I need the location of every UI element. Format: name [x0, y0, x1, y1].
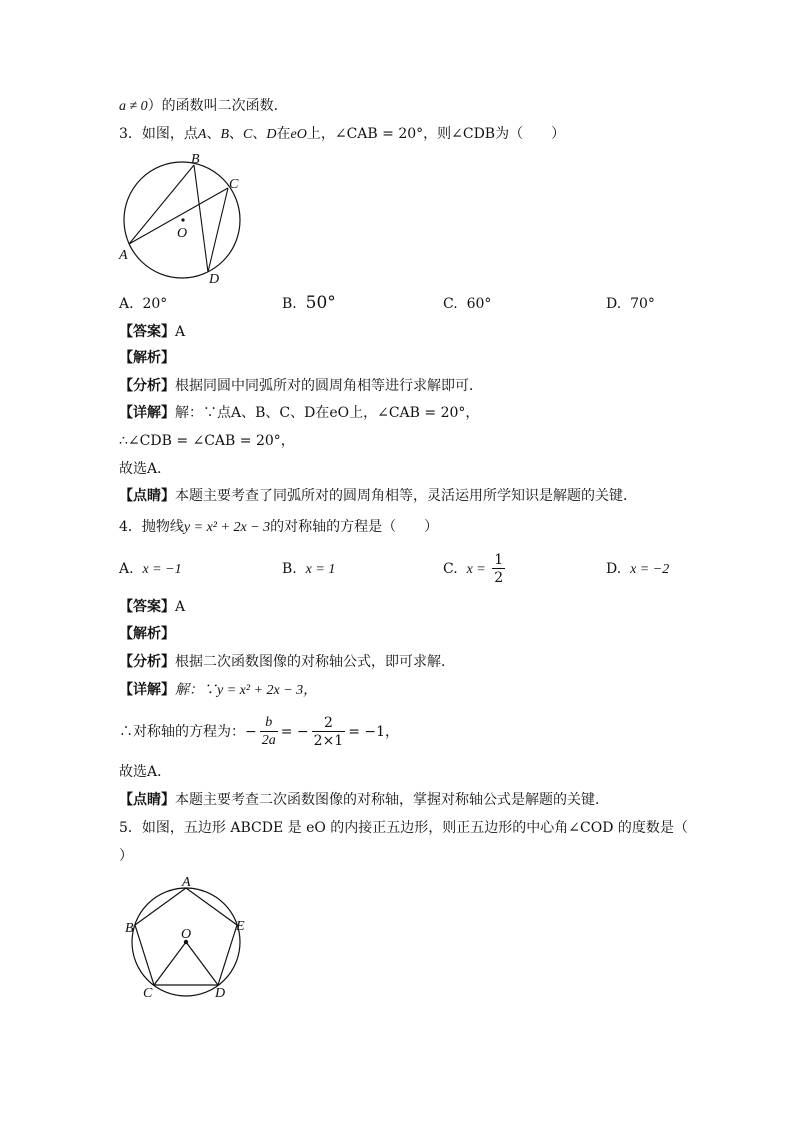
q4-fenxi-text: 根据二次函数图像的对称轴公式，即可求解．: [175, 654, 455, 670]
q3-analysis: [119, 348, 175, 368]
q3-option-d-letter: D.: [606, 296, 622, 312]
q4-comment: [119, 790, 609, 810]
q4-func: y = x² + 2x − 3: [183, 520, 271, 535]
q3-point-b: B: [220, 127, 230, 142]
q4-option-d-letter: D.: [606, 561, 622, 577]
q4-f2-num: 2: [312, 715, 346, 732]
q3-detail: [119, 403, 479, 423]
q3-chord-bd: [194, 165, 208, 272]
q4-detail-text: 解：∵y = x² + 2x − 3，: [175, 683, 318, 698]
q5-label-e: E: [236, 919, 245, 934]
q4-option-b-value: x = 1: [305, 562, 336, 577]
q3-point-a: A: [197, 127, 207, 142]
q5-label-a: A: [182, 876, 191, 890]
q4-analysis-tag: 【解析】: [119, 626, 175, 642]
q4-eq-minus: = −: [280, 724, 309, 740]
top-line: [119, 96, 288, 117]
q3-choose: [119, 459, 171, 479]
q5-label-d: D: [215, 986, 226, 1001]
q4-option-a-letter: A.: [119, 561, 134, 577]
q5-segment-oc: [154, 942, 186, 985]
q4-choose-text: 故选A．: [119, 764, 172, 780]
q4-option-b-letter: B.: [282, 561, 297, 577]
q3-option-d-value: 70°: [630, 296, 655, 312]
q3-answer: [119, 322, 185, 342]
q4-choose: [119, 762, 171, 782]
q4-detail: [119, 680, 317, 701]
q3-label-d: D: [209, 272, 220, 287]
q3-comment: [119, 486, 637, 506]
condition-expr: a ≠ 0: [119, 99, 148, 114]
q4-option-c-den: 2: [494, 569, 504, 586]
q3-label-o: O: [177, 226, 188, 241]
q5-line2-text: ）: [119, 848, 133, 864]
q3-therefore: [119, 431, 295, 451]
q3-option-a-letter: A.: [119, 296, 134, 312]
q3-comment-text: 本题主要考查了同弧所对的圆周角相等，灵活运用所学知识是解题的关键．: [175, 488, 637, 504]
q5-line1-text: 5．如图，五边形 ABCDE 是 eO 的内接正五边形，则正五边形的中心角∠COD 的度数是（: [119, 820, 688, 836]
q4-option-d[interactable]: [606, 559, 669, 580]
q5-stem-line1: [119, 818, 688, 838]
q3-option-c[interactable]: [443, 294, 491, 314]
q4-axis-result: = −1，: [348, 724, 400, 740]
q5-segment-od: [186, 942, 218, 985]
q4-f1-num: b: [260, 715, 278, 732]
q4-option-c-num: 1: [494, 551, 504, 568]
q4-option-c-fraction: [492, 552, 505, 587]
q4-answer-tag: 【答案】: [119, 599, 175, 615]
q3-detail-tag: 【详解】: [119, 405, 175, 421]
q3-label-a: A: [119, 248, 128, 263]
q4-f1-den: 2a: [261, 732, 276, 748]
q3-comment-tag: 【点睛】: [119, 488, 175, 504]
q3-option-d[interactable]: [606, 294, 655, 314]
q3-answer-value: A: [175, 324, 186, 340]
q3-answer-tag: 【答案】: [119, 324, 175, 340]
q3-fenxi-tag: 【分析】: [119, 378, 175, 394]
q4-fraction-b-2a: [260, 715, 278, 750]
q4-option-c[interactable]: [443, 546, 508, 593]
q3-prefix: 3．如图，点: [119, 126, 198, 142]
q4-f2-den: 2×1: [313, 732, 344, 749]
q4-option-a[interactable]: [119, 559, 182, 580]
q3-cond: 上，∠CAB = 20°，则∠CDB为（ ）: [306, 126, 566, 142]
q3-option-b-value: 50°: [305, 293, 336, 313]
q4-comment-tag: 【点睛】: [119, 792, 175, 808]
q4-answer-value: A: [175, 599, 186, 615]
q3-therefore-text: ∴∠CDB = ∠CAB = 20°，: [119, 433, 295, 449]
q5-label-c: C: [143, 986, 153, 1001]
q5-stem-line2: [119, 846, 133, 866]
q4-option-b[interactable]: [282, 559, 335, 580]
top-line-text: ）的函数叫二次函数．: [147, 98, 288, 114]
q4-stem: [119, 517, 438, 538]
q3-label-b: B: [191, 152, 200, 167]
q4-answer: [119, 597, 185, 617]
q4-axis-prefix: ∴对称轴的方程为：−: [119, 724, 257, 740]
q4-option-d-value: x = −2: [630, 562, 670, 577]
q4-fenxi-tag: 【分析】: [119, 654, 175, 670]
q4-option-c-value: x =: [466, 562, 490, 577]
q3-choose-text: 故选A．: [119, 461, 172, 477]
q3-analysis-tag: 【解析】: [119, 350, 175, 366]
q3-option-c-value: 60°: [466, 296, 492, 312]
q3-option-a-value: 20°: [142, 296, 168, 312]
q4-prefix: 4．抛物线: [119, 519, 184, 535]
q3-option-a[interactable]: [119, 294, 167, 314]
q4-option-a-value: x = −1: [142, 562, 182, 577]
q3-circle: eO: [290, 127, 307, 142]
q3-detail-text: 解：∵点A、B、C、D在eO上，∠CAB = 20°，: [175, 405, 480, 421]
q3-fenxi-text: 根据同圆中同弧所对的圆周角相等进行求解即可．: [175, 378, 483, 394]
q4-axis-formula: [119, 711, 399, 753]
q5-label-b: B: [125, 921, 134, 936]
q3-figure: [116, 150, 250, 288]
q3-fenxi: [119, 376, 483, 396]
q3-mid: 在: [276, 126, 291, 142]
q4-option-c-letter: C.: [443, 561, 458, 577]
q4-analysis: [119, 624, 175, 644]
q4-suffix: 的对称轴的方程是（ ）: [270, 519, 439, 535]
q4-comment-text: 本题主要考查二次函数图像的对称轴，掌握对称轴公式是解题的关键．: [175, 792, 609, 808]
q3-option-c-letter: C.: [443, 296, 458, 312]
q5-label-o: O: [181, 927, 192, 942]
q3-label-c: C: [229, 177, 239, 192]
q3-center-dot: [181, 218, 184, 221]
q4-fraction-2-2x1: [312, 715, 346, 750]
q3-point-d: D: [266, 127, 277, 142]
q3-option-b[interactable]: [282, 293, 336, 314]
q3-option-b-letter: B.: [282, 296, 297, 312]
q3-point-c: C: [243, 127, 253, 142]
q3-stem: 3．如图，点A、B、C、D在eO上，∠CAB = 20°，则∠CDB为（ ）: [119, 126, 566, 142]
q4-detail-tag: 【详解】: [119, 682, 175, 698]
q4-fenxi: [119, 652, 455, 672]
q5-figure: [122, 876, 256, 1002]
